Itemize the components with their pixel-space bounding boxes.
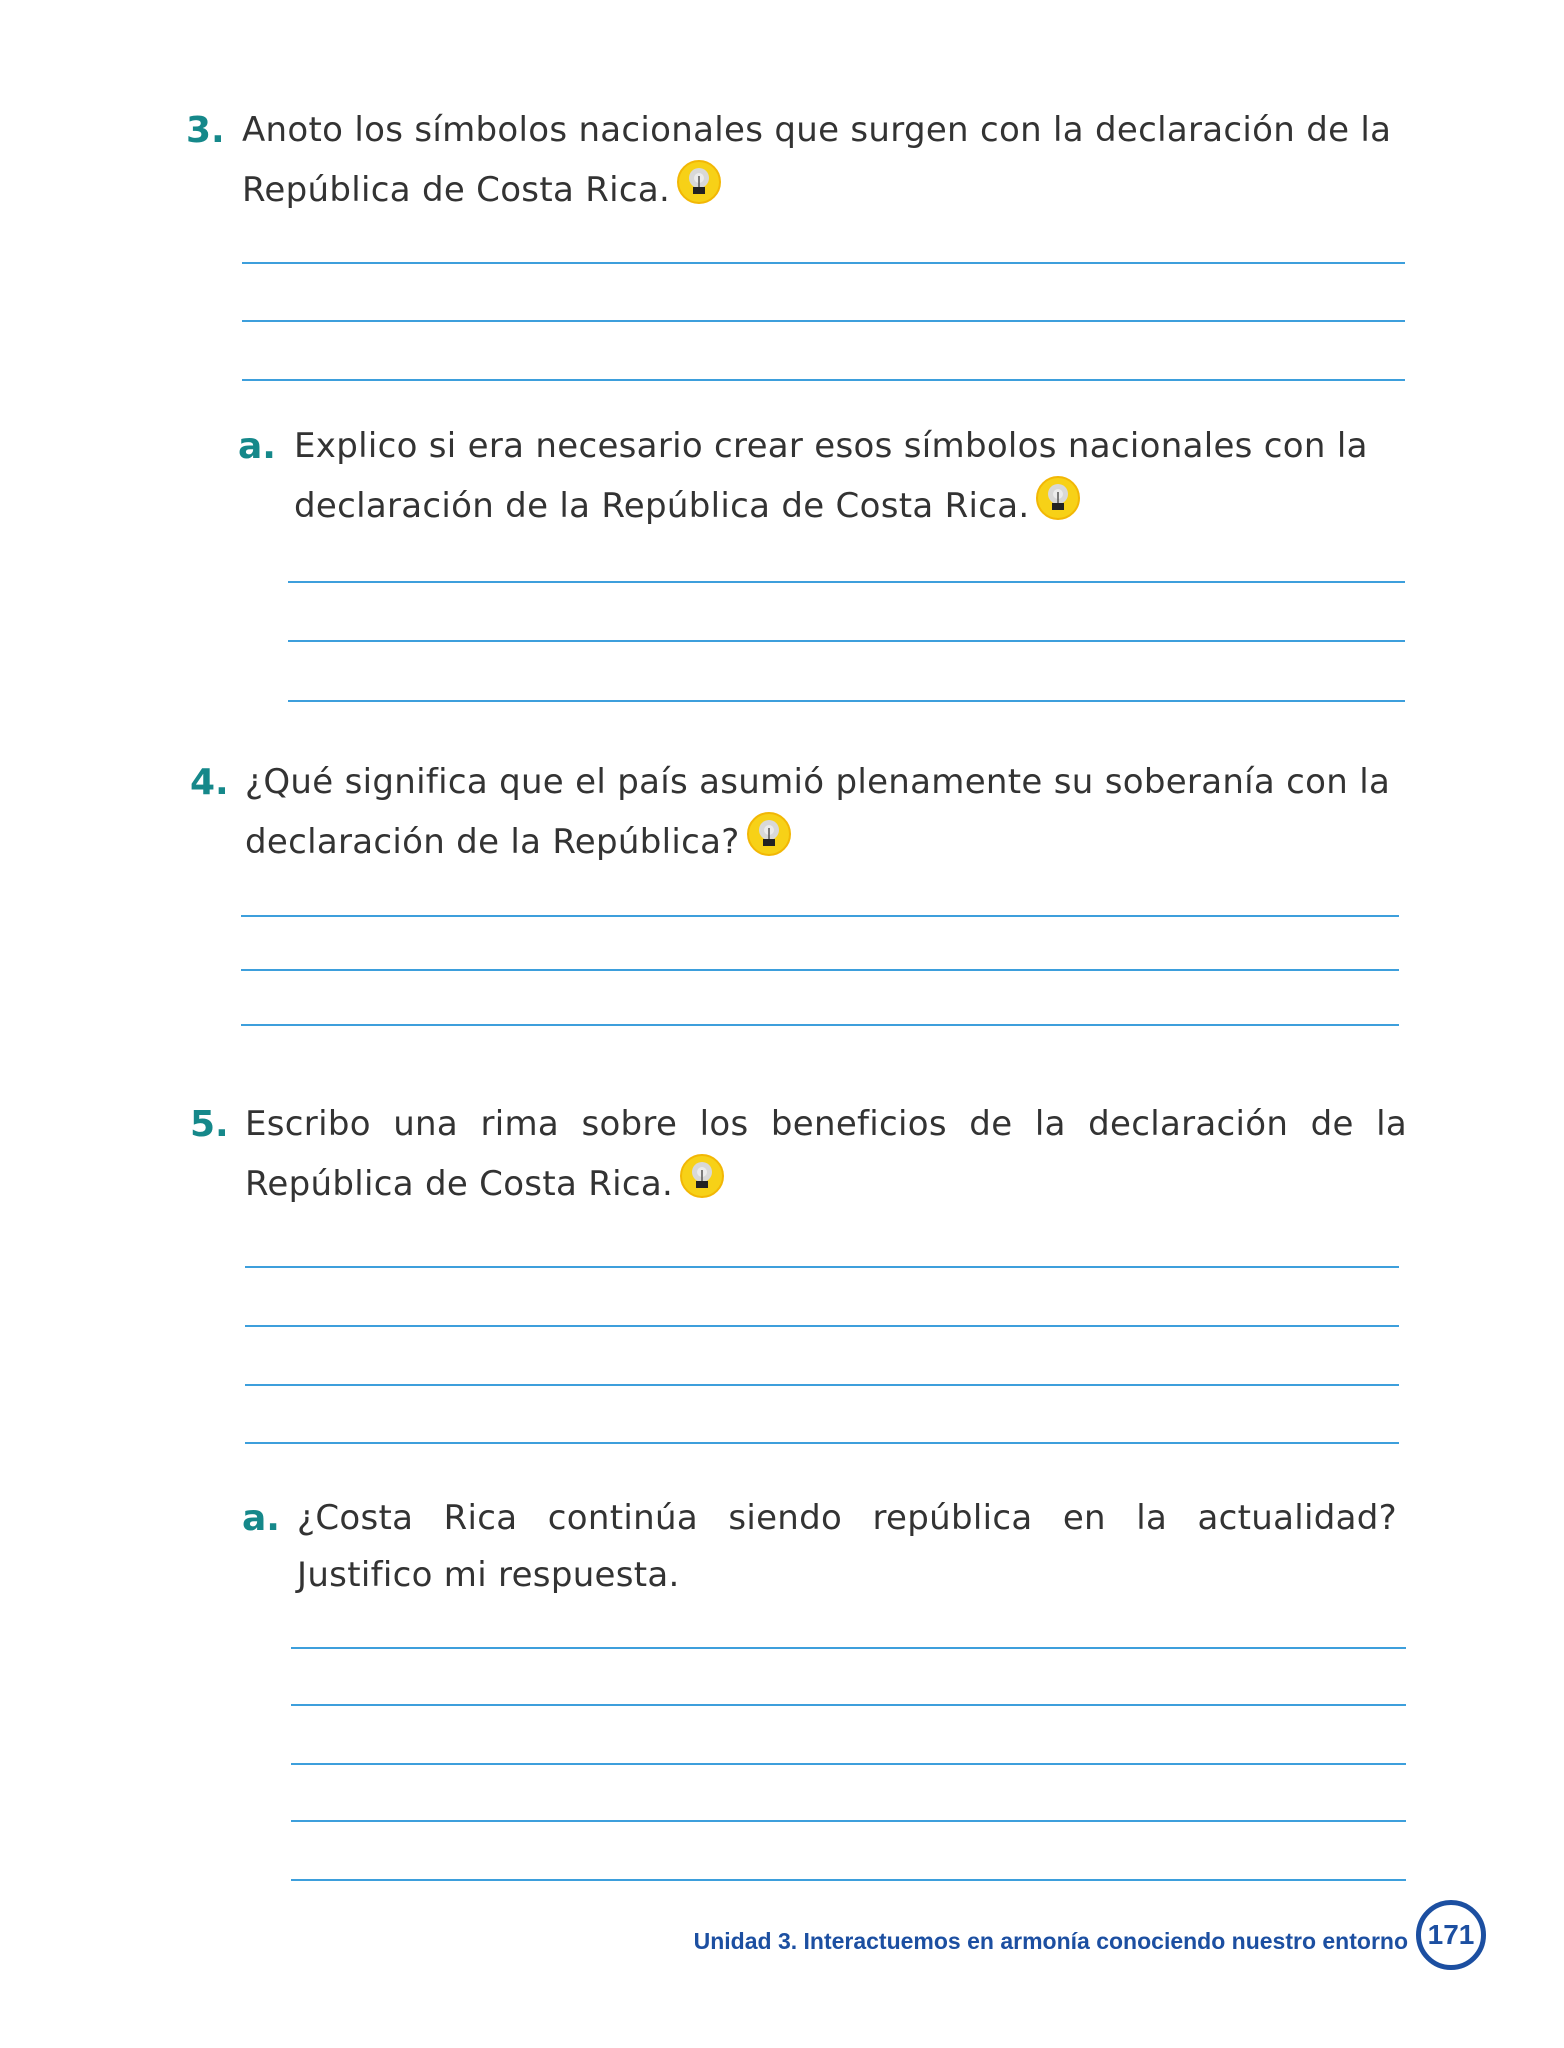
answer-line[interactable] xyxy=(291,1704,1406,1706)
answer-line[interactable] xyxy=(245,1442,1399,1444)
answer-line[interactable] xyxy=(242,379,1405,381)
question-4-text xyxy=(245,754,1405,871)
answer-line[interactable] xyxy=(241,969,1399,971)
answer-line[interactable] xyxy=(291,1879,1406,1881)
question-3-text xyxy=(242,102,1407,219)
question-3a-label: Explico si era necesario crear esos símbolos nacionales con la declaración de la República de Costa Rica. xyxy=(294,426,1368,526)
question-5-text xyxy=(245,1096,1407,1213)
answer-line[interactable] xyxy=(241,915,1399,917)
lightbulb-icon xyxy=(746,811,792,857)
answer-line[interactable] xyxy=(288,581,1405,583)
answer-line[interactable] xyxy=(288,700,1405,702)
answer-line[interactable] xyxy=(291,1763,1406,1765)
lightbulb-icon xyxy=(1035,475,1081,521)
question-4-number: 4. xyxy=(190,762,229,803)
question-5-number: 5. xyxy=(190,1104,229,1145)
question-3-number: 3. xyxy=(186,110,225,151)
answer-line[interactable] xyxy=(245,1325,1399,1327)
question-5a-text: ¿Costa Rica continúa siendo república en la actualidad? Justifico mi respuesta. xyxy=(297,1498,1397,1595)
question-3a-text xyxy=(294,418,1407,535)
lightbulb-icon xyxy=(676,159,722,205)
question-3a-letter: a. xyxy=(238,426,276,467)
question-3-label: Anoto los símbolos nacionales que surgen con la declaración de la República de Costa Rica. xyxy=(242,110,1392,210)
answer-line[interactable] xyxy=(291,1820,1406,1822)
answer-line[interactable] xyxy=(242,262,1405,264)
answer-line[interactable] xyxy=(288,640,1405,642)
answer-line[interactable] xyxy=(242,320,1405,322)
question-5-label: Escribo una rima sobre los beneficios de la declaración de la República de Costa Rica. xyxy=(245,1104,1407,1204)
page-number xyxy=(1416,1900,1486,1970)
footer-unit-title: Unidad 3. Interactuemos en armonía conociendo nuestro entorno xyxy=(693,1928,1408,1954)
question-5a-letter: a. xyxy=(242,1498,280,1539)
lightbulb-icon xyxy=(679,1153,725,1199)
answer-line[interactable] xyxy=(245,1384,1399,1386)
question-4-label: ¿Qué significa que el país asumió plenamente su soberanía con la declaración de la República? xyxy=(245,762,1391,862)
page-number-label: 171 xyxy=(1427,1919,1475,1950)
answer-line[interactable] xyxy=(241,1024,1399,1026)
answer-line[interactable] xyxy=(291,1647,1406,1649)
answer-line[interactable] xyxy=(245,1266,1399,1268)
